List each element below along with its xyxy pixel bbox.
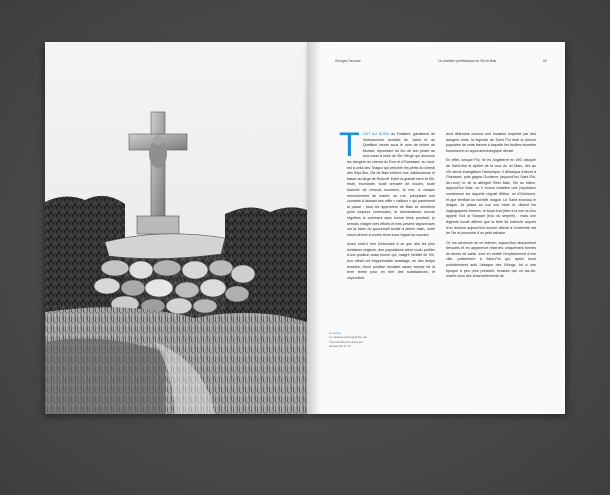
calvary-photograph (45, 42, 307, 414)
article-paragraph: dont défendue comme une invasion inopinée par des dangers réels, la légende de Saint Pol était la preuve populaire de cette théorie à laquelle les fouilles récentes fournissent un appui archéologique décisif. (446, 132, 536, 153)
page-gutter-shadow (307, 42, 321, 414)
lead-in: OUT AU NORD (362, 132, 390, 136)
page-number: 69 (543, 59, 547, 63)
left-page-photo (45, 42, 307, 414)
article-paragraph (339, 126, 435, 238)
caption-label: Ci-contre (329, 331, 342, 335)
cross-pedestal (137, 216, 179, 234)
grass-shadow (45, 339, 165, 414)
article-paragraph: Aussi n'est-il rien d'étonnant à ce que dès les plus lointaines origines, des populations aient voulu profiter d'une position aussi bonne qui, malgré l'aridité de l'île, leur offrait cet inappréciable avantage, en des temps troublés, d'une position insulaire assez voisine de la terre ferme pour en tirer des subsistances, et cependant (347, 242, 435, 280)
running-head-author: Georges Toulouse (335, 59, 361, 63)
article-column-1 (339, 126, 435, 285)
right-page (307, 42, 565, 414)
photo-caption (329, 331, 371, 349)
article-paragraph: En effet, lorsque Pol, né en Angleterre en 490, disciple de Saint-Iltut et apôtre de la cour du roi Marc, vint au VIe siècle évangéliser l'Armorique, il débarqua d'abord à Ouessant, puis gagna Occismor (aujourd'hui Saint-Pol-de-Léon) et de là atteignit l'îlest Batz, l'île du bâton, aujourd'hui Batz, où il trouva installée une population nombreuse sur laquelle régnait Withur, roi d'Occismor, et que terrifiait un horrible dragon. Le Saint exorcisa le dragon, lui passa au cou son étole et, diisent les hagiographes bretons, le força à se jeter à la mer au lieu appelé Toul ar Sarpant (trou du serpent) : mais une légende locale affirme que la bête fut enterrée auprès d'un dolmen aujourd'hui encore détruit à l'extrémité est de l'île et surmonté d'un petit calvaire. (446, 158, 536, 236)
paragraph-text: du Finistère, gardienne de l'embouchure doublée du Jarlot et du Queffleut réunis sous le nom de rivière de Morlaix, répondant du feu de son phare au sud-ouest à celui de l'île Vierge qui annonce les dangers du chenal du Four et d'Ouessant, au nord-est à celui des Triagoz qui précède les périls du chenal des Sept-Îles, l'île de Batz s'étend nue, sablonneuse et basse au large de Roscoff. Entre la grande terre et l'île, triste, écumante, toute creusée de houles, toute blanche de remous écumeux, la mer, à chaque renversement de marée, se rue, précipitant ses courants à l'assaut des mille « cailloux » qui parsèment la passe ; tous les approches de Batz se semblent point toujours commodes, et demanderont encore réguliers le comment avec bonne brise pourtant, je semais, malgré mes efforts et mes pesées vigoureuses sur la barre du gouvernail sentie à pleine main, notre canot dériver à contre-sens sous l'appel du courant. (347, 132, 435, 237)
caption-text: Le calvaire photographié par Thomas Marzon dans les années 60 et 70. (329, 335, 368, 349)
cross-figure-head (153, 135, 163, 145)
article-column-2 (446, 132, 536, 284)
article-paragraph: Or, les alentours de ce dolmen, aujourd'hui absolument dénudés et en apparence réservés uniquement formés de dunes de sable, sont en réalité l'emplacement d'une ville, postérieure à Saint-Pol qui, après avoir probablement subi l'attaque des Vikings, fut à une époque à peu près précisée, écrasée par un raz-de-marée sous des amoncellements de (446, 240, 536, 279)
running-head-title: Le cimetière préhistorique de l'île de Batz (438, 59, 497, 63)
drop-cap: T (339, 126, 360, 164)
